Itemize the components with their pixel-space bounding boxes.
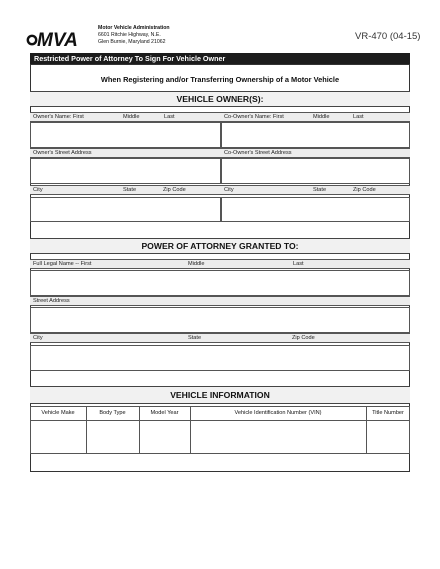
attorney-street-field[interactable] <box>30 307 410 333</box>
attorney-street-label-row <box>30 296 410 306</box>
coowner-zip-label: Zip Code <box>353 187 376 193</box>
vehicle-heading: VEHICLE INFORMATION <box>30 386 410 404</box>
attorney-city-field[interactable] <box>30 345 410 371</box>
col-vehicle-make: Vehicle Make <box>41 410 75 416</box>
agency-address-line2: Glen Burnie, Maryland 21062 <box>98 39 166 46</box>
col-model-year: Model Year <box>150 410 179 416</box>
coowner-last-label: Last <box>353 114 364 120</box>
vehicle-make-field[interactable] <box>31 421 86 453</box>
owner-street-field[interactable] <box>30 158 221 184</box>
logo-text: MVA <box>37 30 78 49</box>
owners-heading: VEHICLE OWNER(S): <box>30 91 410 107</box>
coowner-city-label: City <box>224 187 234 193</box>
attorney-middle-label: Middle <box>188 261 205 267</box>
owner-city-label: City <box>33 187 43 193</box>
owner-state-label: State <box>123 187 137 193</box>
coowner-first-label: Co-Owner's Name: First <box>224 114 284 120</box>
owner-last-label: Last <box>164 114 175 120</box>
attorney-first-label: Full Legal Name -- First <box>33 261 92 267</box>
coowner-city-field[interactable] <box>221 197 410 222</box>
attorney-street-label: Street Address <box>33 298 70 304</box>
model-year-field[interactable] <box>140 421 190 453</box>
coowner-name-field[interactable] <box>221 122 410 148</box>
attorney-city-label-row <box>30 333 410 343</box>
attorney-last-label: Last <box>293 261 304 267</box>
attorney-heading: POWER OF ATTORNEY GRANTED TO: <box>30 238 410 254</box>
col-title-number: Title Number <box>372 410 404 416</box>
coowner-middle-label: Middle <box>313 114 330 120</box>
agency-address-line1: 6601 Ritchie Highway, N.E. <box>98 32 161 39</box>
owner-first-label: Owner's Name: First <box>33 114 84 120</box>
owner-street-label: Owner's Street Address <box>33 150 92 156</box>
owner-zip-label: Zip Code <box>163 187 186 193</box>
coowner-street-label: Co-Owner's Street Address <box>224 150 292 156</box>
agency-block <box>98 25 170 47</box>
col-vin: Vehicle Identification Number (VIN) <box>234 410 322 416</box>
form-number: VR-470 (04-15) <box>355 31 421 42</box>
attorney-name-field[interactable] <box>30 270 410 296</box>
owner-name-field[interactable] <box>30 122 221 148</box>
owner-city-field[interactable] <box>30 197 221 222</box>
form-subtitle: When Registering and/or Transferring Ownership of a Motor Vehicle <box>100 75 340 84</box>
attorney-city-label: City <box>33 335 43 341</box>
mva-logo <box>26 27 96 49</box>
owner-middle-label: Middle <box>123 114 140 120</box>
form-title: Restricted Power of Attorney To Sign For Vehicle Owner <box>30 53 410 64</box>
title-number-field[interactable] <box>367 421 409 453</box>
agency-name: Motor Vehicle Administration <box>98 25 170 31</box>
vin-field[interactable] <box>191 421 366 453</box>
coowner-street-field[interactable] <box>221 158 410 184</box>
body-type-field[interactable] <box>87 421 139 453</box>
col-body-type: Body Type <box>99 410 126 416</box>
coowner-state-label: State <box>313 187 327 193</box>
attorney-state-label: State <box>188 335 202 341</box>
attorney-zip-label: Zip Code <box>292 335 315 341</box>
